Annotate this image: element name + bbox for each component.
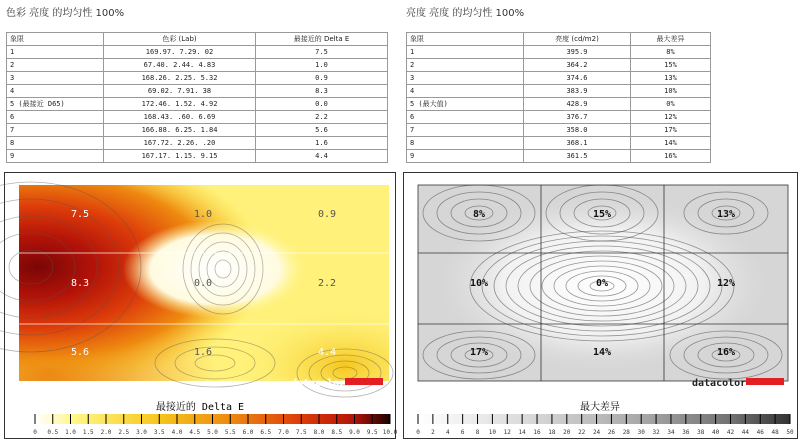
luminance-scale-tick-label: 2 — [431, 429, 435, 436]
colour-table-cell: 5.6 — [256, 124, 388, 137]
colour-header-lab: 色彩 (Lab) — [104, 33, 256, 46]
luminance-table-cell: 361.5 — [524, 150, 631, 163]
delta-e-cell-value: 8.3 — [70, 278, 90, 289]
luminance-scale-tick-label: 0 — [416, 429, 420, 436]
colour-table-cell: 172.46. 1.52. 4.92 — [104, 98, 256, 111]
delta-e-scale-tick-label: 2.0 — [100, 429, 112, 436]
colour-table-title: 色彩 亮度 的均匀性 100% — [6, 8, 125, 19]
luminance-scale-tick-label: 48 — [771, 429, 779, 436]
luminance-table-cell: 9 — [407, 150, 524, 163]
luminance-table-cell: 358.0 — [524, 124, 631, 137]
luminance-table-cell: 14% — [631, 137, 711, 150]
colour-header-delta-e: 最接近的 Delta E — [256, 33, 388, 46]
luminance-scale-tick-label: 24 — [592, 429, 601, 436]
luminance-scale-tick-label: 46 — [756, 429, 764, 436]
luminance-table-cell: 395.9 — [524, 46, 631, 59]
luminance-header-max-diff: 最大差异 — [631, 33, 711, 46]
datacolor-logo-right: datacolor — [692, 378, 747, 389]
colour-table-cell: 0.0 — [256, 98, 388, 111]
delta-e-scale-tick-label: 8.5 — [331, 429, 343, 436]
colour-table-cell: 166.88. 6.25. 1.84 — [104, 124, 256, 137]
luminance-table-cell: 7 — [407, 124, 524, 137]
luminance-scale-tick-label: 40 — [711, 429, 720, 436]
luminance-scale-tick-label: 34 — [667, 429, 675, 436]
delta-e-cell-value: 4.4 — [317, 347, 337, 358]
luminance-scale-tick-label: 26 — [607, 429, 616, 436]
luminance-table-cell: 10% — [631, 85, 711, 98]
delta-e-scale-tick-label: 4.0 — [171, 429, 183, 436]
luminance-table-row — [407, 150, 711, 163]
colour-table-cell: 4.4 — [256, 150, 388, 163]
luminance-scale-tick-label: 22 — [578, 429, 586, 436]
colour-table-row — [7, 150, 388, 163]
delta-e-cell-value: 1.6 — [193, 347, 213, 358]
delta-e-scale-tick-label: 0.5 — [47, 429, 59, 436]
colour-table-row — [7, 46, 388, 59]
luminance-table-cell: 8 — [407, 137, 524, 150]
luminance-table-cell: 2 — [407, 59, 524, 72]
delta-e-scale-tick-label: 2.5 — [118, 429, 130, 436]
colour-table-cell: 2 — [7, 59, 104, 72]
colour-table-cell: 5 (最接近 D65) — [7, 98, 104, 111]
datacolor-logo-left: datacolor — [291, 378, 346, 389]
delta-e-scale-tick-label: 1.0 — [65, 429, 76, 436]
luminance-scale-tick-label: 20 — [563, 429, 571, 436]
delta-e-scale-tick-label: 3.0 — [136, 429, 147, 436]
luminance-table-cell: 368.1 — [524, 137, 631, 150]
luminance-table-row — [407, 98, 711, 111]
luminance-panel — [403, 172, 798, 439]
luminance-scale-tick-label: 8 — [475, 429, 480, 436]
colour-table-cell: 167.17. 1.15. 9.15 — [104, 150, 256, 163]
luminance-cell-value: 12% — [716, 278, 736, 289]
delta-e-scale-tick-label: 6.0 — [242, 429, 254, 436]
luminance-table-cell: 376.7 — [524, 111, 631, 124]
delta-e-panel — [4, 172, 396, 439]
luminance-scale-tick-label: 36 — [682, 429, 690, 436]
colour-table-cell: 167.72. 2.26. .20 — [104, 137, 256, 150]
luminance-cell-value: 17% — [469, 347, 489, 358]
delta-e-scale-tick-label: 4.5 — [189, 429, 201, 436]
luminance-scale-tick-label: 50 — [786, 429, 794, 436]
luminance-scale-tick-label: 14 — [518, 429, 526, 436]
luminance-scale-tick-label: 38 — [697, 429, 705, 436]
delta-e-scale-tick-label: 1.5 — [82, 429, 94, 436]
colour-table-cell: 67.40. 2.44. 4.83 — [104, 59, 256, 72]
colour-table-cell: 7 — [7, 124, 104, 137]
luminance-scale-tick-label: 6 — [460, 429, 465, 436]
luminance-cell-value: 13% — [716, 209, 736, 220]
luminance-cell-value: 8% — [472, 209, 486, 220]
luminance-scale-tick-label: 18 — [548, 429, 556, 436]
colour-header-quadrant: 象限 — [7, 33, 104, 46]
luminance-cell-value: 14% — [592, 347, 612, 358]
luminance-table-row — [407, 85, 711, 98]
luminance-header-quadrant: 象限 — [407, 33, 524, 46]
delta-e-scale-tick-label: 5.5 — [224, 429, 236, 436]
luminance-table-row — [407, 72, 711, 85]
luminance-table-cell: 0% — [631, 98, 711, 111]
luminance-table-row — [407, 137, 711, 150]
delta-e-scale-tick-label: 10.0 — [382, 429, 398, 436]
colour-table-row — [7, 111, 388, 124]
delta-e-cell-value: 2.2 — [317, 278, 337, 289]
luminance-uniformity-table — [406, 32, 711, 163]
luminance-table-title: 亮度 亮度 的均匀性 100% — [406, 8, 525, 19]
luminance-table-cell: 364.2 — [524, 59, 631, 72]
colour-table-row — [7, 98, 388, 111]
luminance-scale-tick-label: 28 — [622, 429, 630, 436]
colour-table-row — [7, 124, 388, 137]
datacolor-logo-bar-left — [345, 378, 383, 385]
colour-table-row — [7, 72, 388, 85]
luminance-table-cell: 17% — [631, 124, 711, 137]
delta-e-scale-tick-label: 9.5 — [366, 429, 378, 436]
delta-e-heatmap — [5, 173, 398, 438]
colour-table-cell: 4 — [7, 85, 104, 98]
colour-table-cell: 7.5 — [256, 46, 388, 59]
luminance-table-cell: 5 (最大值) — [407, 98, 524, 111]
luminance-scale-tick-label: 12 — [503, 429, 511, 436]
delta-e-scale-tick-label: 3.5 — [153, 429, 165, 436]
luminance-table-row — [407, 46, 711, 59]
colour-table-cell: 6 — [7, 111, 104, 124]
luminance-heatmap — [404, 173, 797, 438]
delta-e-cell-value: 0.9 — [317, 209, 337, 220]
luminance-cell-value: 15% — [592, 209, 612, 220]
colour-uniformity-table — [6, 32, 388, 163]
luminance-table-cell: 1 — [407, 46, 524, 59]
colour-table-cell: 168.26. 2.25. 5.32 — [104, 72, 256, 85]
luminance-table-row — [407, 124, 711, 137]
delta-e-scale-tick-label: 7.5 — [295, 429, 307, 436]
luminance-table-cell: 3 — [407, 72, 524, 85]
delta-e-scale-tick-label: 7.0 — [278, 429, 289, 436]
colour-table-row — [7, 85, 388, 98]
colour-table-cell: 8 — [7, 137, 104, 150]
colour-table-cell: 3 — [7, 72, 104, 85]
delta-e-scale-tick-label: 5.0 — [207, 429, 218, 436]
colour-table-cell: 69.02. 7.91. 38 — [104, 85, 256, 98]
colour-table-cell: 1.6 — [256, 137, 388, 150]
luminance-table-cell: 4 — [407, 85, 524, 98]
colour-table-cell: 1 — [7, 46, 104, 59]
luminance-table-cell: 16% — [631, 150, 711, 163]
luminance-colour-scale — [418, 414, 790, 424]
luminance-table-header-row — [407, 33, 711, 46]
luminance-scale-tick-label: 10 — [488, 429, 497, 436]
luminance-table-cell: 13% — [631, 72, 711, 85]
colour-table-cell: 168.43. .60. 6.69 — [104, 111, 256, 124]
luminance-table-cell: 383.9 — [524, 85, 631, 98]
luminance-table-row — [407, 59, 711, 72]
luminance-table-cell: 428.9 — [524, 98, 631, 111]
luminance-scale-label: 最大差异 — [580, 402, 620, 413]
luminance-table-cell: 15% — [631, 59, 711, 72]
luminance-table-cell: 6 — [407, 111, 524, 124]
delta-e-cell-value: 1.0 — [193, 209, 213, 220]
luminance-scale-tick-label: 44 — [741, 429, 749, 436]
luminance-table-cell: 8% — [631, 46, 711, 59]
colour-table-header-row — [7, 33, 388, 46]
delta-e-scale-label: 最接近的 Delta E — [155, 402, 245, 413]
luminance-header-cdm2: 亮度 (cd/m2) — [524, 33, 631, 46]
luminance-scale-tick-label: 42 — [726, 429, 735, 436]
colour-table-cell: 9 — [7, 150, 104, 163]
luminance-cell-value: 16% — [716, 347, 736, 358]
delta-e-scale-tick-label: 0 — [33, 429, 37, 436]
delta-e-scale-tick-label: 6.5 — [260, 429, 272, 436]
datacolor-logo-bar-right — [746, 378, 784, 385]
delta-e-cell-value: 5.6 — [70, 347, 90, 358]
luminance-scale-tick-label: 30 — [637, 429, 645, 436]
luminance-table-row — [407, 111, 711, 124]
luminance-scale-tick-label: 4 — [445, 429, 450, 436]
colour-table-cell: 8.3 — [256, 85, 388, 98]
colour-table-cell: 2.2 — [256, 111, 388, 124]
colour-table-cell: 169.97. 7.29. 02 — [104, 46, 256, 59]
colour-table-cell: 1.0 — [256, 59, 388, 72]
luminance-cell-value: 0% — [595, 278, 609, 289]
delta-e-scale-tick-label: 9.0 — [349, 429, 360, 436]
colour-table-row — [7, 59, 388, 72]
delta-e-cell-value: 0.0 — [193, 278, 213, 289]
colour-table-row — [7, 137, 388, 150]
colour-table-cell: 0.9 — [256, 72, 388, 85]
luminance-scale-tick-label: 16 — [533, 429, 541, 436]
luminance-scale-tick-label: 32 — [652, 429, 660, 436]
delta-e-scale-tick-label: 8.0 — [313, 429, 325, 436]
luminance-cell-value: 10% — [469, 278, 489, 289]
luminance-table-cell: 374.6 — [524, 72, 631, 85]
luminance-table-cell: 12% — [631, 111, 711, 124]
delta-e-cell-value: 7.5 — [70, 209, 90, 220]
